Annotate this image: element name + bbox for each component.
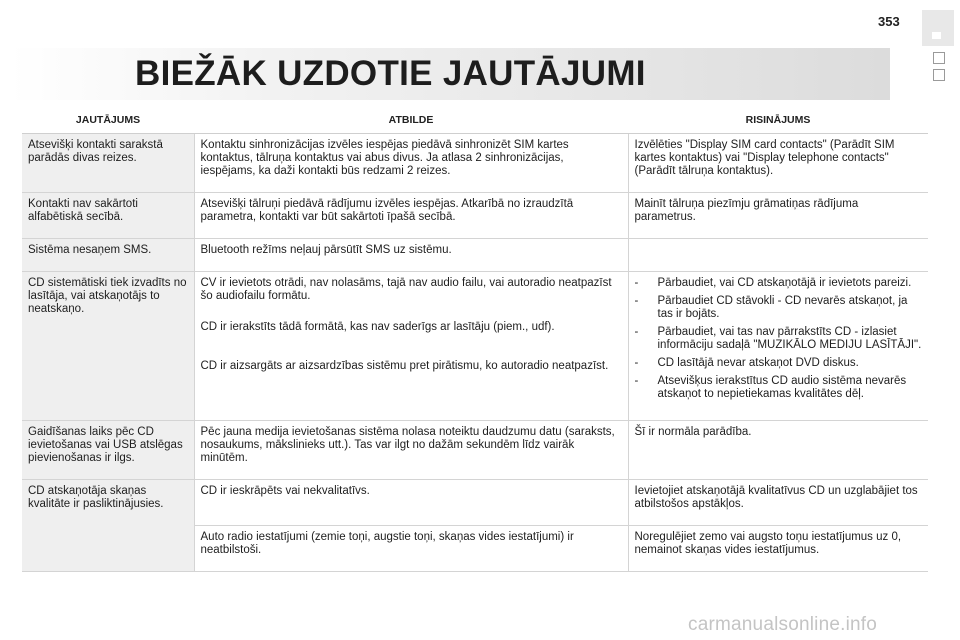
answer-text: Bluetooth režīms neļauj pārsūtīt SMS uz sistēmu. xyxy=(200,244,452,256)
solution-cell xyxy=(628,526,928,572)
corner-tab-notch xyxy=(932,32,941,39)
solution-text: Noregulējiet zemo vai augsto toņu iestatījumus uz 0, nemainot skaņas vides iestatījumus. xyxy=(634,531,902,556)
solution-cell xyxy=(628,421,928,480)
list-item: - Atsevišķus ierakstītus CD audio sistēma nevarēs atskaņot to nepietiekamas kvalitātes dēļ. xyxy=(634,375,907,400)
table-row xyxy=(22,272,928,421)
question-cell: Sistēma nesaņem SMS. xyxy=(22,239,194,272)
solution-text: Pārbaudiet, vai CD atskaņotājā ir ievietots pareizi. xyxy=(657,277,912,289)
watermark: carmanualsonline.info xyxy=(688,614,878,635)
answer-text: CD ir aizsargāts ar aizsardzības sistēmu pret pirātismu, ko autoradio neatpazīst. xyxy=(200,360,609,372)
header-answer: ATBILDE xyxy=(194,107,628,134)
table-row xyxy=(22,421,928,480)
answer-cell xyxy=(194,193,628,239)
solution-text: Mainīt tālruņa piezīmju grāmatiņas rādījuma parametrus. xyxy=(634,198,859,223)
corner-tab xyxy=(922,10,954,46)
solution-text: Pārbaudiet CD stāvokli - CD nevarēs atskaņot, ja tas ir bojāts. xyxy=(657,295,908,320)
question-cell: Atsevišķi kontakti sarakstā parādās divas reizes. xyxy=(22,134,194,193)
answer-text: Auto radio iestatījumi (zemie toņi, augstie toņi, skaņas vides iestatījumi) ir neatbilstoši. xyxy=(200,531,574,556)
answer-text: CD ir ierakstīts tādā formātā, kas nav saderīgs ar lasītāju (piem., udf). xyxy=(200,321,555,333)
question-cell: Gaidīšanas laiks pēc CD ievietošanas vai USB atslēgas pievienošanas ir ilgs. xyxy=(22,421,194,480)
answer-cell xyxy=(194,480,628,526)
solution-cell xyxy=(628,134,928,193)
solution-cell xyxy=(628,480,928,526)
solution-text: Izvēlēties "Display SIM card contacts" (Parādīt SIM kartes kontaktus) vai "Display telephone contacts" (Parādīt tālruņa kontaktus). xyxy=(634,139,895,177)
page-number: 353 xyxy=(878,14,900,29)
solution-text: Atsevišķus ierakstītus CD audio sistēma nevarēs atskaņot to nepietiekamas kvalitātes dēļ. xyxy=(657,375,907,400)
solution-text: CD lasītājā nevar atskaņot DVD diskus. xyxy=(657,357,859,369)
table-header-row xyxy=(22,107,928,134)
table-row xyxy=(22,480,928,526)
solution-text: Pārbaudiet, vai tas nav pārrakstīts CD - izlasiet informāciju sadaļā "MUZIKĀLO MEDIJU LASĪTĀJI". xyxy=(657,326,922,351)
answer-cell xyxy=(194,526,628,572)
list-item: - CD lasītājā nevar atskaņot DVD diskus. xyxy=(634,357,859,369)
answer-text: CD ir ieskrāpēts vai nekvalitatīvs. xyxy=(200,485,370,497)
answer-cell xyxy=(194,239,628,272)
question-cell: CD sistemātiski tiek izvadīts no lasītāja, vai atskaņotājs to neatskaņo. xyxy=(22,272,194,421)
answer-text: CV ir ievietots otrādi, nav nolasāms, tajā nav audio failu, vai autoradio neatpazīst šo audiofailu formātu. xyxy=(200,277,612,302)
side-checkbox-1 xyxy=(933,52,945,64)
side-checkbox-2 xyxy=(933,69,945,81)
question-cell: Kontakti nav sakārtoti alfabētiskā secībā. xyxy=(22,193,194,239)
header-question: JAUTĀJUMS xyxy=(22,107,194,134)
solution-text: Šī ir normāla parādība. xyxy=(634,426,752,438)
solution-text: Ievietojiet atskaņotājā kvalitatīvus CD un uzglabājiet tos atbilstošos apstākļos. xyxy=(634,485,918,510)
question-cell: CD atskaņotāja skaņas kvalitāte ir pasliktinājusies. xyxy=(22,480,194,572)
answer-cell xyxy=(194,421,628,480)
faq-table xyxy=(22,107,928,572)
answer-text: Kontaktu sinhronizācijas izvēles iespējas piedāvā sinhronizēt SIM kartes kontaktus, tālruņa kontaktus vai abus divus. Ja atlasa 2 sinhronizācijas, iespējams, ka daži kontakti būs redzami 2 reizes. xyxy=(200,139,569,177)
answer-cell xyxy=(194,272,628,421)
solution-cell xyxy=(628,193,928,239)
answer-text: Atsevišķi tālruņi piedāvā rādījumu izvēles iespējas. Atkarībā no izraudzītā parametra, kontakti var būt sakārtoti īpašā secībā. xyxy=(200,198,574,223)
solution-cell xyxy=(628,272,928,421)
answer-cell xyxy=(194,134,628,193)
list-item: - Pārbaudiet CD stāvokli - CD nevarēs atskaņot, ja tas ir bojāts. xyxy=(634,295,908,320)
table-row xyxy=(22,239,928,272)
list-item: - Pārbaudiet, vai CD atskaņotājā ir ievietots pareizi. xyxy=(634,277,912,289)
page-title: BIEŽĀK UZDOTIE JAUTĀJUMI xyxy=(135,54,646,93)
solution-cell-empty xyxy=(628,239,928,272)
table-row xyxy=(22,134,928,193)
list-item: - Pārbaudiet, vai tas nav pārrakstīts CD - izlasiet informāciju sadaļā "MUZIKĀLO MEDIJU LASĪTĀJI". xyxy=(634,326,922,351)
table-row xyxy=(22,193,928,239)
answer-text: Pēc jauna medija ievietošanas sistēma nolasa noteiktu daudzumu datu (saraksts, nosaukums, mākslinieks utt.). Tas var ilgt no dažām sekundēm līdz vairāk minūtēm. xyxy=(200,426,615,464)
header-solution: RISINĀJUMS xyxy=(628,107,928,134)
solution-list xyxy=(635,277,923,401)
